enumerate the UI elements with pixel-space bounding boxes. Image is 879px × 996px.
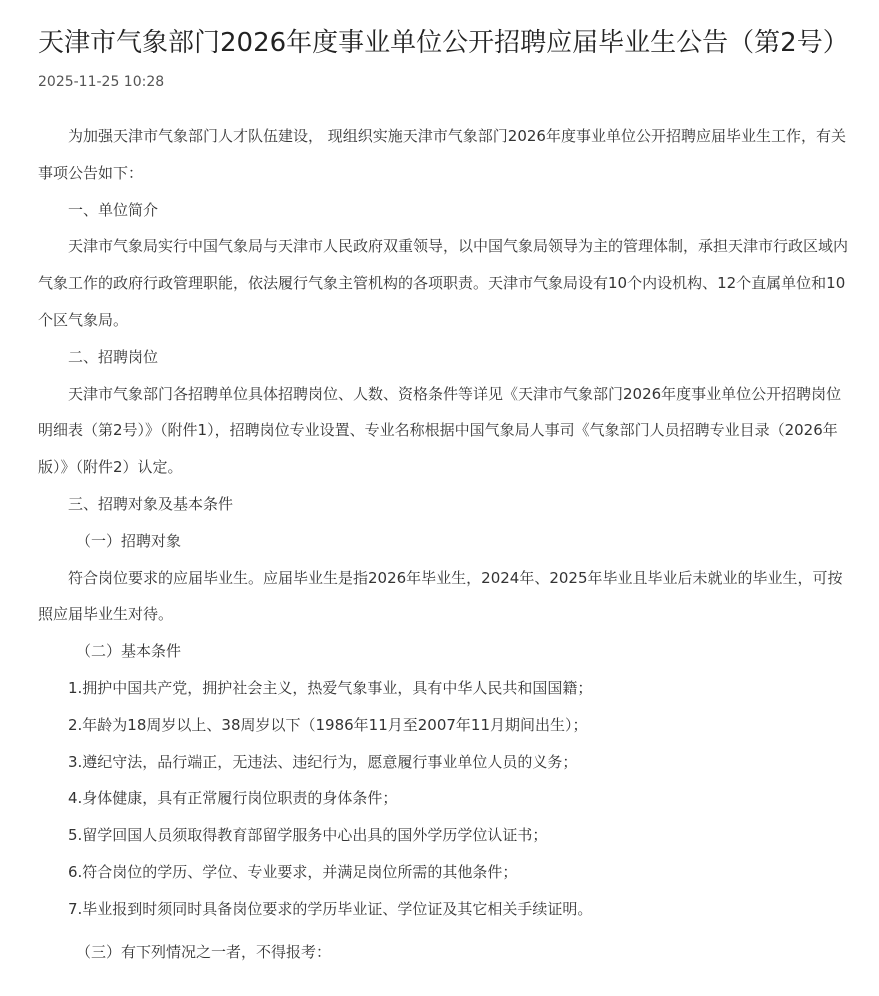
section-heading-unit-intro: 一、单位简介 <box>68 200 159 219</box>
unit-intro-paragraph: 天津市气象局实行中国气象局与天津市人民政府双重领导，以中国气象局领导为主的管理体制，承担天津市行政区域内气象工作的政府行政管理职能，依法履行气象主管机构的各项职责。天津市气象局设有10个内设机构、12个直属单位和10个区气象局。 <box>38 237 849 329</box>
condition-item: 3.遵纪守法，品行端正，无违法、违纪行为，愿意履行事业单位人员的义务； <box>68 752 578 771</box>
subsection-heading-targets: （一）招聘对象 <box>76 531 182 550</box>
subsection-heading-exclusions: （三）有下列情况之一者，不得报考： <box>76 942 332 961</box>
condition-item: 2.年龄为18周岁以上、38周岁以下（1986年11月至2007年11月期间出生）； <box>68 715 588 734</box>
article-body <box>38 118 850 970</box>
condition-item: 7.毕业报到时须同时具备岗位要求的学历毕业证、学位证及其它相关手续证明。 <box>68 899 593 918</box>
condition-item: 5.留学回国人员须取得教育部留学服务中心出具的国外学历学位认证书； <box>68 826 548 845</box>
intro-paragraph: 为加强天津市气象部门人才队伍建设， 现组织实施天津市气象部门2026年度事业单位公开招聘应届毕业生工作，有关事项公告如下： <box>38 127 846 182</box>
condition-item: 6.符合岗位的学历、学位、专业要求，并满足岗位所需的其他条件； <box>68 862 518 881</box>
page-title: 天津市气象部门2026年度事业单位公开招聘应届毕业生公告（第2号） <box>38 28 849 58</box>
targets-paragraph: 符合岗位要求的应届毕业生。应届毕业生是指2026年毕业生，2024年、2025年毕业且毕业后未就业的毕业生，可按照应届毕业生对待。 <box>38 568 843 624</box>
positions-paragraph: 天津市气象部门各招聘单位具体招聘岗位、人数、资格条件等详见《天津市气象部门2026年度事业单位公开招聘岗位明细表（第2号）》（附件1），招聘岗位专业设置、专业名称根据中国气象局人事司《气象部门人员招聘专业目录（2026年版）》（附件2）认定。 <box>38 384 842 477</box>
section-heading-eligibility: 三、招聘对象及基本条件 <box>68 494 234 513</box>
condition-item: 1.拥护中国共产党，拥护社会主义，热爱气象事业，具有中华人民共和国国籍； <box>68 678 593 697</box>
publish-date: 2025-11-25 10:28 <box>38 74 165 90</box>
subsection-heading-basic-conditions: （二）基本条件 <box>76 642 182 661</box>
condition-item: 4.身体健康，具有正常履行岗位职责的身体条件； <box>68 789 398 808</box>
section-heading-positions: 二、招聘岗位 <box>68 347 159 366</box>
